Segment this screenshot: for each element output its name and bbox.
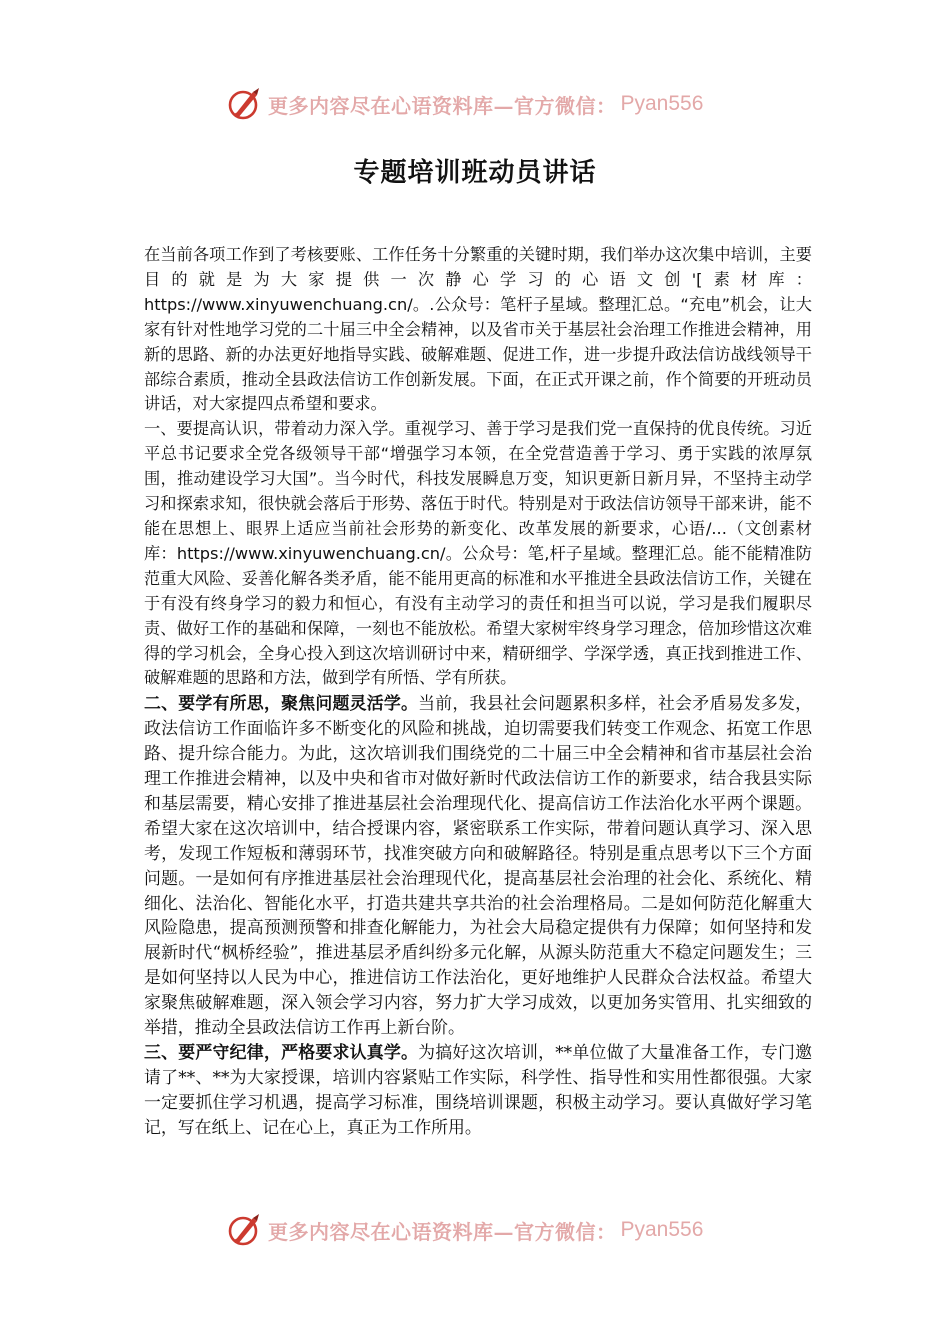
banner-text: 更多内容尽在心语资料库—官方微信： [268, 93, 617, 118]
document-body [144, 243, 812, 1140]
section-1-paragraph: 一、要提高认识，带着动力深入学。重视学习、善于学习是我们党一直保持的优良传统。习近平总书记要求全党各级领导干部“增强学习本领，在全党营造善于学习、勇于实践的浓厚氛围，推动建设学习大国”。当今时代，科技发展瞬息万变，知识更新日新月异，不坚持主动学习和探索求知，很快就会落后于形势、落伍于时代。特别是对于政法信访领导干部来讲，能不能在思想上、眼界上适应当前社会形势的新变化、改革发展的新要求，心语/...（文创素材库：https://www.xinyuwenchuang.cn/。公众号：笔,杆子星域。整理汇总。能不能精准防范重大风险、妥善化解各类矛盾，能不能用更高的标准和水平推进全县政法信访工作，关键在于有没有终身学习的毅力和恒心，有没有主动学习的责任和担当可以说，学习是我们履职尽责、做好工作的基础和保障，一刻也不能放松。希望大家树牢终身学习理念，倍加珍惜这次难得的学习机会，全身心投入到这次培训研讨中来，精研细学、学深学透，真正找到推进工作、破解难题的思路和方法，做到学有所悟、学有所获。 [144, 419, 812, 688]
footer-banner [226, 1210, 703, 1250]
brush-logo-icon [226, 86, 262, 122]
section-2-paragraph [144, 691, 812, 1040]
header-banner [226, 84, 703, 124]
page-title: 专题培训班动员讲话 [353, 158, 597, 188]
section-3-paragraph [144, 1040, 812, 1140]
section-3-body: 为搞好这次培训，**单位做了大量准备工作，专门邀请了**、**为大家授课，培训内容紧贴工作实际，科学性、指导性和实用性都很强。大家一定要抓住学习机遇，提高学习标准，围绕培训课题，积极主动学习。要认真做好学习笔记，写在纸上、记在心上，真正为工作所用。 [144, 1042, 813, 1137]
banner-wechat-id: Pyan556 [620, 92, 704, 115]
intro-paragraph: 在当前各项工作到了考核要账、工作任务十分繁重的关键时期，我们举办这次集中培训，主要目的就是为大家提供一次静心学习的心语文创'[素材库：https://www.xinyuwenchuang.cn/。.公众号：笔杆子星域。整理汇总。“充电”机会，让大家有针对性地学习党的二十届三中全会精神，以及省市关于基层社会治理工作推进会精神，用新的思路、新的办法更好地指导实践、破解难题、促进工作，进一步提升政法信访战线领导干部综合素质，推动全县政法信访工作创新发展。下面，在正式开课之前，作个简要的开班动员讲话，对大家提四点希望和要求。 [144, 245, 812, 414]
section-2-body: 当前，我县社会问题累积多样，社会矛盾易发多发，政法信访工作面临许多不断变化的风险和挑战，迫切需要我们转变工作观念、拓宽工作思路、提升综合能力。为此，这次培训我们围绕党的二十届三中全会精神和省市基层社会治理工作推进会精神，以及中央和省市对做好新时代政法信访工作的新要求，结合我县实际和基层需要，精心安排了推进基层社会治理现代化、提高信访工作法治化水平两个课题。希望大家在这次培训中，结合授课内容，紧密联系工作实际，带着问题认真学习、深入思考，发现工作短板和薄弱环节，找准突破方向和破解路径。特别是重点思考以下三个方面问题。一是如何有序推进基层社会治理现代化，提高基层社会治理的社会化、系统化、精细化、法治化、智能化水平，打造共建共享共治的社会治理格局。二是如何防范化解重大风险隐患，提高预测预警和排查化解能力，为社会大局稳定提供有力保障；如何坚持和发展新时代“枫桥经验”，推进基层矛盾纠纷多元化解，从源头防范重大不稳定问题发生；三是如何坚持以人民为中心，推进信访工作法治化，更好地维护人民群众合法权益。希望大家聚焦破解难题，深入领会学习内容，努力扩大学习成效，以更加务实管用、扎实细致的举措，推动全县政法信访工作再上新台阶。 [144, 693, 813, 1038]
section-2-heading: 二、要学有所思，聚焦问题灵活学。 [144, 693, 419, 714]
banner-text: 更多内容尽在心语资料库—官方微信： [268, 1219, 617, 1244]
section-3-heading: 三、要严守纪律，严格要求认真学。 [144, 1042, 419, 1062]
brush-logo-icon [226, 1212, 262, 1248]
banner-wechat-id: Pyan556 [620, 1218, 704, 1241]
